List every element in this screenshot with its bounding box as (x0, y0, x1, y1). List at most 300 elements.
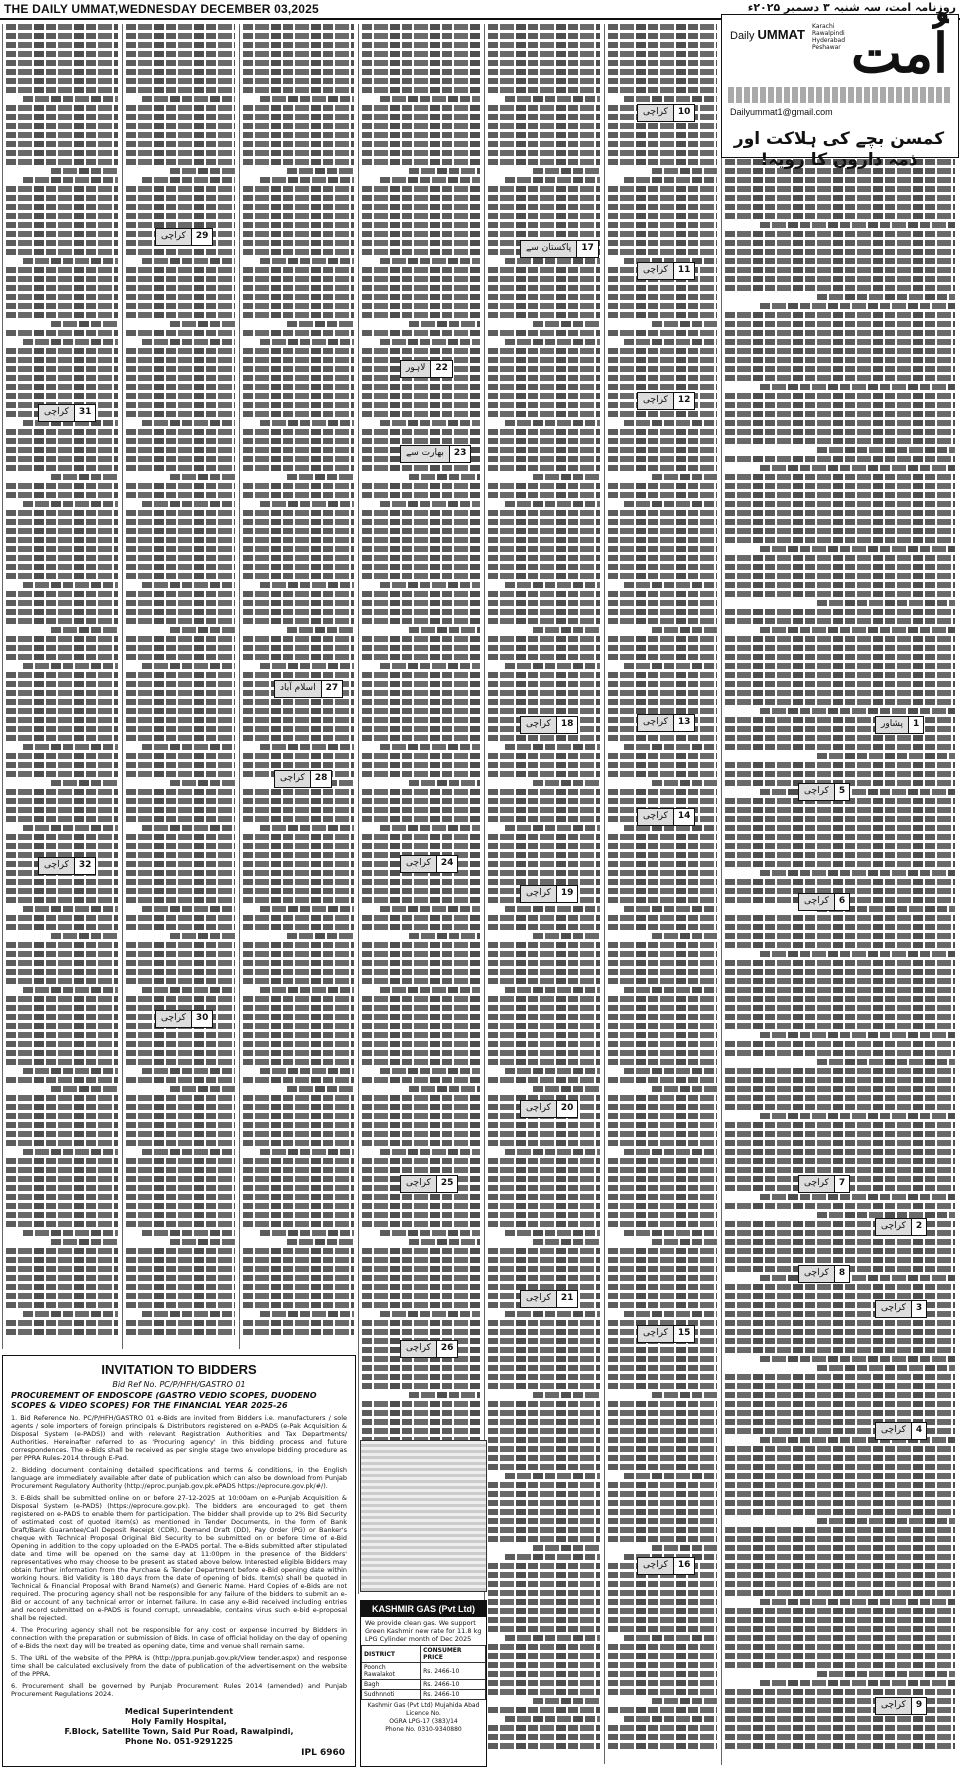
text-line (488, 1167, 600, 1173)
section-location: کراچی (156, 1011, 191, 1027)
text-line (243, 726, 354, 732)
text-line (260, 339, 354, 345)
text-line (362, 411, 480, 417)
text-line (6, 996, 118, 1002)
text-line (760, 1032, 956, 1038)
text-line (6, 879, 118, 885)
text-line (142, 906, 235, 912)
text-line (608, 681, 717, 687)
text-line (126, 87, 235, 93)
text-line (126, 951, 235, 957)
text-line (6, 1329, 118, 1335)
text-line (126, 312, 235, 318)
text-line (488, 1500, 600, 1506)
text-line (488, 573, 600, 579)
text-line (243, 924, 354, 930)
text-line (362, 204, 480, 210)
text-line (6, 1275, 118, 1281)
text-line (287, 1239, 354, 1245)
text-line (243, 510, 354, 516)
text-line (126, 114, 235, 120)
text-line (362, 1266, 480, 1272)
text-line (6, 1221, 118, 1227)
text-line (6, 519, 118, 525)
text-line (126, 618, 235, 624)
text-line (505, 825, 600, 831)
text-line (362, 1194, 480, 1200)
text-line (142, 96, 235, 102)
text-line (170, 1239, 235, 1245)
text-line (488, 78, 600, 84)
text-line (6, 42, 118, 48)
text-line (6, 708, 118, 714)
text-line (6, 231, 118, 237)
text-line (488, 222, 600, 228)
text-line (142, 582, 235, 588)
text-line (362, 771, 480, 777)
text-line (362, 609, 480, 615)
text-line (6, 159, 118, 165)
text-line (362, 150, 480, 156)
text-line (362, 267, 480, 273)
text-line (488, 1563, 600, 1569)
text-line (725, 321, 955, 327)
text-line (51, 780, 118, 786)
text-line (725, 861, 955, 867)
text-line (505, 1554, 600, 1560)
text-line (243, 753, 354, 759)
text-line (608, 861, 717, 867)
text-line (624, 1473, 717, 1479)
kashmir-gas-advertisement (360, 1600, 487, 1767)
text-line (608, 1410, 717, 1416)
text-line (608, 303, 717, 309)
text-line (533, 1392, 600, 1398)
text-line (488, 492, 600, 498)
signature-line: Phone No. 051-9291225 (125, 1737, 233, 1746)
section-location: کراچی (638, 105, 673, 121)
text-line (126, 105, 235, 111)
text-line (608, 204, 717, 210)
text-line (362, 1329, 480, 1335)
text-line (6, 204, 118, 210)
footer-line: Phone No. 0310-9340880 (385, 1726, 462, 1733)
section-location: کراچی (876, 1423, 911, 1439)
text-line (6, 960, 118, 966)
text-line (362, 1257, 480, 1263)
text-line (725, 393, 955, 399)
text-line (608, 1176, 717, 1182)
text-line (6, 366, 118, 372)
section-head (798, 783, 850, 801)
text-line (243, 141, 354, 147)
text-line (126, 1320, 235, 1326)
text-line (725, 285, 955, 291)
text-line (608, 1707, 717, 1713)
text-line (126, 24, 235, 30)
text-line (126, 591, 235, 597)
text-line (126, 1203, 235, 1209)
text-line (533, 1545, 600, 1551)
text-line (608, 1221, 717, 1227)
text-line (243, 1194, 354, 1200)
section-location: لاہور (401, 361, 430, 377)
text-line (505, 420, 600, 426)
text-line (6, 672, 118, 678)
text-line (362, 114, 480, 120)
text-line (243, 888, 354, 894)
text-line (725, 1662, 955, 1668)
text-line (608, 1275, 717, 1281)
text-line (817, 1059, 955, 1065)
text-line (126, 1167, 235, 1173)
text-line (362, 960, 480, 966)
text-line (243, 1140, 354, 1146)
section-location: کراچی (638, 263, 673, 279)
tender-title: INVITATION TO BIDDERS (101, 1362, 257, 1377)
text-line (6, 294, 118, 300)
text-line (725, 933, 955, 939)
text-line (488, 294, 600, 300)
text-line (608, 1194, 717, 1200)
text-line (243, 528, 354, 534)
text-line (725, 1041, 955, 1047)
text-line (6, 609, 118, 615)
tender-signature (3, 1707, 355, 1747)
text-line (243, 807, 354, 813)
text-line (243, 465, 354, 471)
text-line (608, 42, 717, 48)
section-number: 19 (556, 886, 578, 902)
text-line (126, 1131, 235, 1137)
text-line (725, 672, 955, 678)
text-line (725, 582, 955, 588)
text-line (243, 1122, 354, 1128)
text-line (126, 60, 235, 66)
text-line (6, 969, 118, 975)
text-line (725, 924, 955, 930)
text-line (6, 24, 118, 30)
text-line (243, 1104, 354, 1110)
text-line (488, 1608, 600, 1614)
text-line (362, 537, 480, 543)
text-line (170, 474, 235, 480)
text-line (6, 51, 118, 57)
text-line (608, 1248, 717, 1254)
text-line (51, 933, 118, 939)
text-line (126, 672, 235, 678)
text-line (488, 213, 600, 219)
text-line (23, 744, 118, 750)
text-line (725, 1320, 955, 1326)
text-line (362, 276, 480, 282)
text-line (608, 465, 717, 471)
text-line (6, 114, 118, 120)
text-line (409, 321, 480, 327)
text-line (488, 564, 600, 570)
text-line (488, 1419, 600, 1425)
text-line (725, 1005, 955, 1011)
section-number: 20 (556, 1101, 578, 1117)
text-line (608, 1491, 717, 1497)
text-line (624, 987, 717, 993)
text-line (6, 312, 118, 318)
text-line (505, 1149, 600, 1155)
text-line (488, 1014, 600, 1020)
tender-paragraph: 1. Bid Reference No. PC/P/HFH/GASTRO 01 e-Bids are invited from Bidders i.e. manufacturers / sole agents / sole importers of foreign principals & Distributors registered on e-PADS (e-Pak Acquisition & Disposal System (e-PADS)) and with relevant Registration Authorities and Tax Departments/ Authorities. Hereinafter referred to as 'Procuring agency' in this bidding process and future correspondences. The e-Bids shall be received as per single stage two envelope bidding procedure as per PPRA Rules-2014 through E-Pad. (11, 1414, 347, 1462)
text-line (488, 447, 600, 453)
text-line (608, 483, 717, 489)
text-line (243, 546, 354, 552)
text-line (170, 321, 235, 327)
text-line (243, 1329, 354, 1335)
text-line (243, 843, 354, 849)
text-line (6, 726, 118, 732)
text-line (243, 393, 354, 399)
text-line (362, 1041, 480, 1047)
text-line (725, 258, 955, 264)
text-line (608, 1734, 717, 1740)
text-line (725, 1653, 955, 1659)
text-line (488, 591, 600, 597)
text-line (725, 375, 955, 381)
section-location: کراچی (401, 1176, 436, 1192)
text-line (725, 852, 955, 858)
text-line (725, 1545, 955, 1551)
text-line (608, 1014, 717, 1020)
text-line (6, 78, 118, 84)
text-line (362, 429, 480, 435)
section-head (520, 1290, 578, 1308)
column-text-lines (608, 24, 717, 1752)
text-line (608, 942, 717, 948)
text-line (126, 1257, 235, 1263)
text-line (126, 303, 235, 309)
text-line (488, 600, 600, 606)
text-line (380, 501, 480, 507)
text-line (533, 780, 600, 786)
text-line (362, 348, 480, 354)
text-line (725, 402, 955, 408)
text-line (725, 1122, 955, 1128)
text-line (652, 1086, 717, 1092)
text-line (6, 654, 118, 660)
text-line (260, 1149, 354, 1155)
text-line (362, 1248, 480, 1254)
section-location: کراچی (156, 229, 191, 245)
text-line (126, 141, 235, 147)
text-line (6, 1167, 118, 1173)
text-line (243, 636, 354, 642)
text-line (126, 645, 235, 651)
text-line (126, 1293, 235, 1299)
text-line (260, 663, 354, 669)
text-line (126, 159, 235, 165)
email-link[interactable]: Dailyummat1@gmail.com (730, 107, 833, 117)
text-line (608, 879, 717, 885)
text-line (6, 447, 118, 453)
text-line (260, 1068, 354, 1074)
text-line (725, 330, 955, 336)
text-line (608, 1041, 717, 1047)
text-line (725, 528, 955, 534)
text-line (725, 483, 955, 489)
text-line (126, 1248, 235, 1254)
text-line (243, 348, 354, 354)
text-line (362, 672, 480, 678)
text-line (725, 1257, 955, 1263)
text-line (6, 1158, 118, 1164)
text-line (243, 1158, 354, 1164)
text-line (608, 366, 717, 372)
tender-paragraph: 3. E-Bids shall be submitted online on or before 27-12-2025 at 10:00am on e-Punjab Acquisition & Disposal System (e-PADS) (https://eprocure.gov.pk). The bidders are encouraged to get them registered on e-PADS to enable them for participation. The bidder shall provide up to 2% Bid Security of estimated cost of quoted item(s) as mentioned in Tender Documents, in the form of Bank Draft/Bank Guarantee/Call Deposit Receipt (CDR), Demand Draft (DD), Pay Order (PG) or Banker's cheque with Technical Proposal Original Bid Security to be submitted on or before time of e-Bid Opening in addition to the copy uploaded on the E-PADS portal. The e-Bids submitted after stipulated date and time will be opened on the same day at 11:00pm in the presence of the Bidders' representatives who may choose to be present as stated above below. Interested eligible Bidders may obtain further information from the Purchase & Tender Department before e-Bid opening date within working hours. Bid Validity is 180 days from the date of opening of bids. Item(s) shall be quoted in Technical & Financial Proposal with Brand Name(s) and Generic Name. Hard Copies of e-Bids are not required. The procuring agency shall not be responsible for any failure of the bidders to submit an e-Bid or account of any technical error or internet failure. In case any e-Bid received including entries and record submitted on e-PADS is found corrupt, unreadable, contains virus such e-bid e-proposal shall be rejected. (11, 1494, 347, 1622)
text-line (608, 735, 717, 741)
text-line (126, 249, 235, 255)
text-line (6, 1059, 118, 1065)
text-line (6, 681, 118, 687)
text-line (608, 600, 717, 606)
text-line (725, 1590, 955, 1596)
text-line (260, 177, 354, 183)
text-line (608, 798, 717, 804)
text-line (725, 1554, 955, 1560)
text-line (260, 1230, 354, 1236)
text-line (362, 1365, 480, 1371)
text-line (6, 384, 118, 390)
text-line (6, 510, 118, 516)
text-line (725, 1734, 955, 1740)
text-line (243, 24, 354, 30)
text-line (6, 429, 118, 435)
text-line (725, 186, 955, 192)
text-line (488, 1320, 600, 1326)
text-line (608, 960, 717, 966)
text-line (817, 600, 955, 606)
text-line (624, 96, 717, 102)
text-line (362, 726, 480, 732)
table-cell: Poonch Rawalakot (362, 1663, 421, 1680)
text-line (725, 654, 955, 660)
text-line (624, 177, 717, 183)
text-line (362, 141, 480, 147)
text-line (362, 699, 480, 705)
text-line (488, 834, 600, 840)
text-line (243, 672, 354, 678)
text-line (260, 258, 354, 264)
text-line (126, 366, 235, 372)
section-head (875, 1697, 927, 1715)
text-line (725, 807, 955, 813)
text-line (608, 1428, 717, 1434)
text-line (243, 942, 354, 948)
text-line (505, 1473, 600, 1479)
text-line (608, 1059, 717, 1065)
text-line (243, 150, 354, 156)
text-line (243, 1032, 354, 1038)
text-line (6, 888, 118, 894)
text-line (488, 132, 600, 138)
text-line (608, 24, 717, 30)
section-number: 13 (673, 715, 695, 731)
section-head (400, 1340, 458, 1358)
text-line (6, 1041, 118, 1047)
text-line (243, 1131, 354, 1137)
text-line (608, 528, 717, 534)
text-line (380, 1149, 480, 1155)
text-line (243, 285, 354, 291)
text-line (362, 834, 480, 840)
text-line (362, 69, 480, 75)
text-line (608, 132, 717, 138)
city-list (812, 23, 845, 51)
text-line (608, 1203, 717, 1209)
text-line (488, 699, 600, 705)
section-number: 30 (191, 1011, 213, 1027)
text-line (126, 375, 235, 381)
text-line (624, 1068, 717, 1074)
text-line (760, 1275, 956, 1281)
text-line (23, 1311, 118, 1317)
text-line (6, 735, 118, 741)
city-karachi: Karachi (812, 23, 835, 30)
section-number: 5 (834, 784, 849, 800)
text-line (608, 285, 717, 291)
text-line (817, 1365, 955, 1371)
table-cell: Sudhnnoti (362, 1690, 421, 1700)
text-line (260, 1311, 354, 1317)
text-line (725, 312, 955, 318)
text-line (725, 1464, 955, 1470)
text-line (142, 177, 235, 183)
text-line (362, 897, 480, 903)
text-line (126, 285, 235, 291)
text-line (608, 564, 717, 570)
column-text-lines (6, 24, 118, 1338)
text-line (243, 537, 354, 543)
text-line (608, 1050, 717, 1056)
section-head (400, 1175, 458, 1193)
text-line (243, 897, 354, 903)
text-line (488, 1572, 600, 1578)
text-line (725, 816, 955, 822)
text-line (488, 1023, 600, 1029)
table-header-row (362, 1646, 486, 1663)
text-line (409, 627, 480, 633)
section-head (274, 770, 332, 788)
text-line (126, 1329, 235, 1335)
text-line (725, 1527, 955, 1533)
text-line (725, 735, 955, 741)
text-line (488, 1194, 600, 1200)
text-line (608, 1293, 717, 1299)
section-number: 31 (74, 405, 96, 421)
text-line (362, 942, 480, 948)
text-line (362, 24, 480, 30)
section-location: کراچی (638, 715, 673, 731)
text-line (725, 366, 955, 372)
text-line (608, 330, 717, 336)
text-line (6, 357, 118, 363)
text-line (608, 537, 717, 543)
text-line (725, 456, 955, 462)
text-line (126, 1176, 235, 1182)
text-line (488, 60, 600, 66)
text-line (608, 510, 717, 516)
section-location: کراچی (799, 1176, 834, 1192)
text-line (142, 501, 235, 507)
text-line (6, 789, 118, 795)
text-line (362, 1428, 480, 1434)
